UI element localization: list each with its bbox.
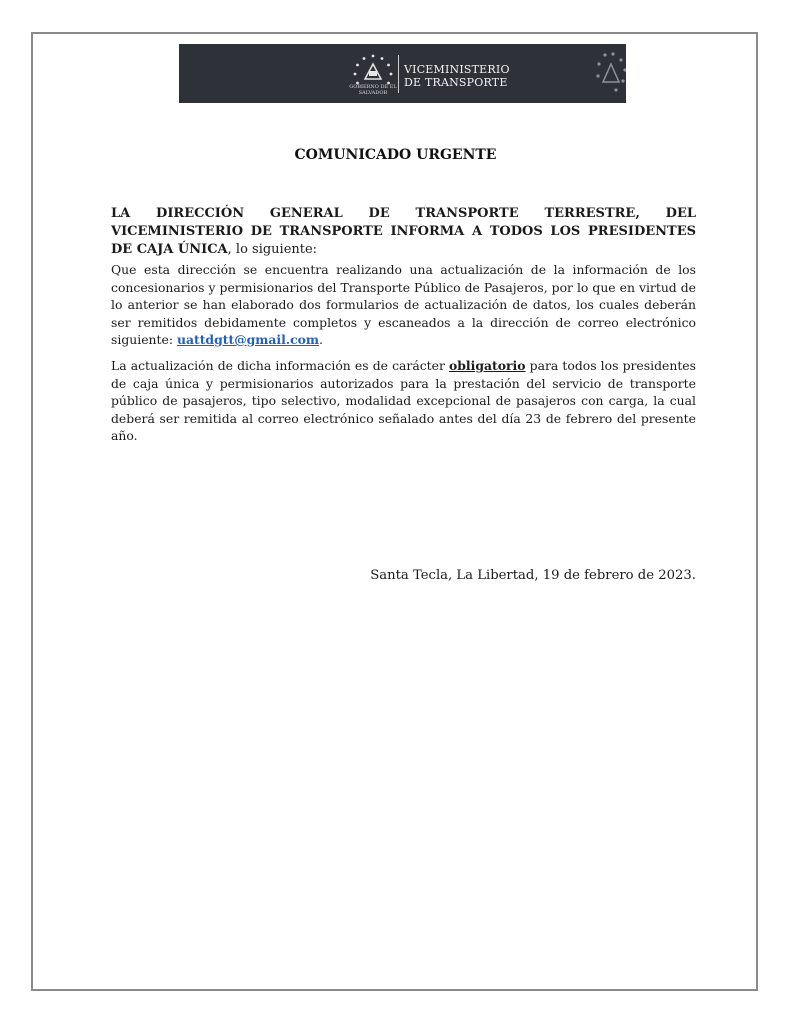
page-border: [31, 32, 758, 991]
paragraph-2-rest: para todos los presidentes de caja única y permisionarios autorizados para la prestación del servicio de transporte público de pasajeros, tipo selectivo, modalidad excepcional de pasajeros con carga, la cual deberá ser remitida al correo electrónico señalado antes del día 23 de febrero del presente año.: [111, 358, 697, 443]
intro-bold-text: LA DIRECCIÓN GENERAL DE TRANSPORTE TERRESTRE, DEL VICEMINISTERIO DE TRANSPORTE INFORMA A TODOS LOS PRESIDENTES DE CAJA ÚNICA: [111, 206, 696, 257]
intro-rest-text: , lo siguiente:: [227, 242, 318, 257]
ministry-line-1: VICEMINISTERIO: [404, 63, 510, 76]
paragraph-1-end: .: [319, 332, 323, 347]
ministry-name: [404, 63, 510, 89]
header-divider: [398, 55, 399, 93]
paragraph-1: [111, 261, 696, 349]
paragraph-2-start: La actualización de dicha información es de carácter: [111, 358, 449, 373]
paragraph-2: [111, 357, 696, 445]
ministry-line-2: DE TRANSPORTE: [404, 76, 508, 89]
document-title: COMUNICADO URGENTE: [294, 147, 497, 163]
obligatory-emphasis: obligatorio: [449, 358, 526, 373]
seal-caption: GOBIERNO DE EL SALVADOR: [349, 84, 397, 96]
email-link[interactable]: uattdgtt@gmail.com: [176, 332, 320, 347]
intro-paragraph: [111, 205, 696, 259]
header-banner: [179, 44, 626, 103]
place-date-signoff: Santa Tecla, La Libertad, 19 de febrero de 2023.: [370, 568, 696, 583]
decorative-stars-icon: [589, 46, 626, 102]
paragraph-1-text: Que esta dirección se encuentra realizando una actualización de la información de los concesionarios y permisionarios del Transporte Público de Pasajeros, por lo que en virtud de lo anterior se han elaborado dos formularios de actualización de datos, los cuales deberán ser remitidos debidamente completos y escaneados a la dirección de correo electrónico siguiente:: [111, 262, 696, 347]
